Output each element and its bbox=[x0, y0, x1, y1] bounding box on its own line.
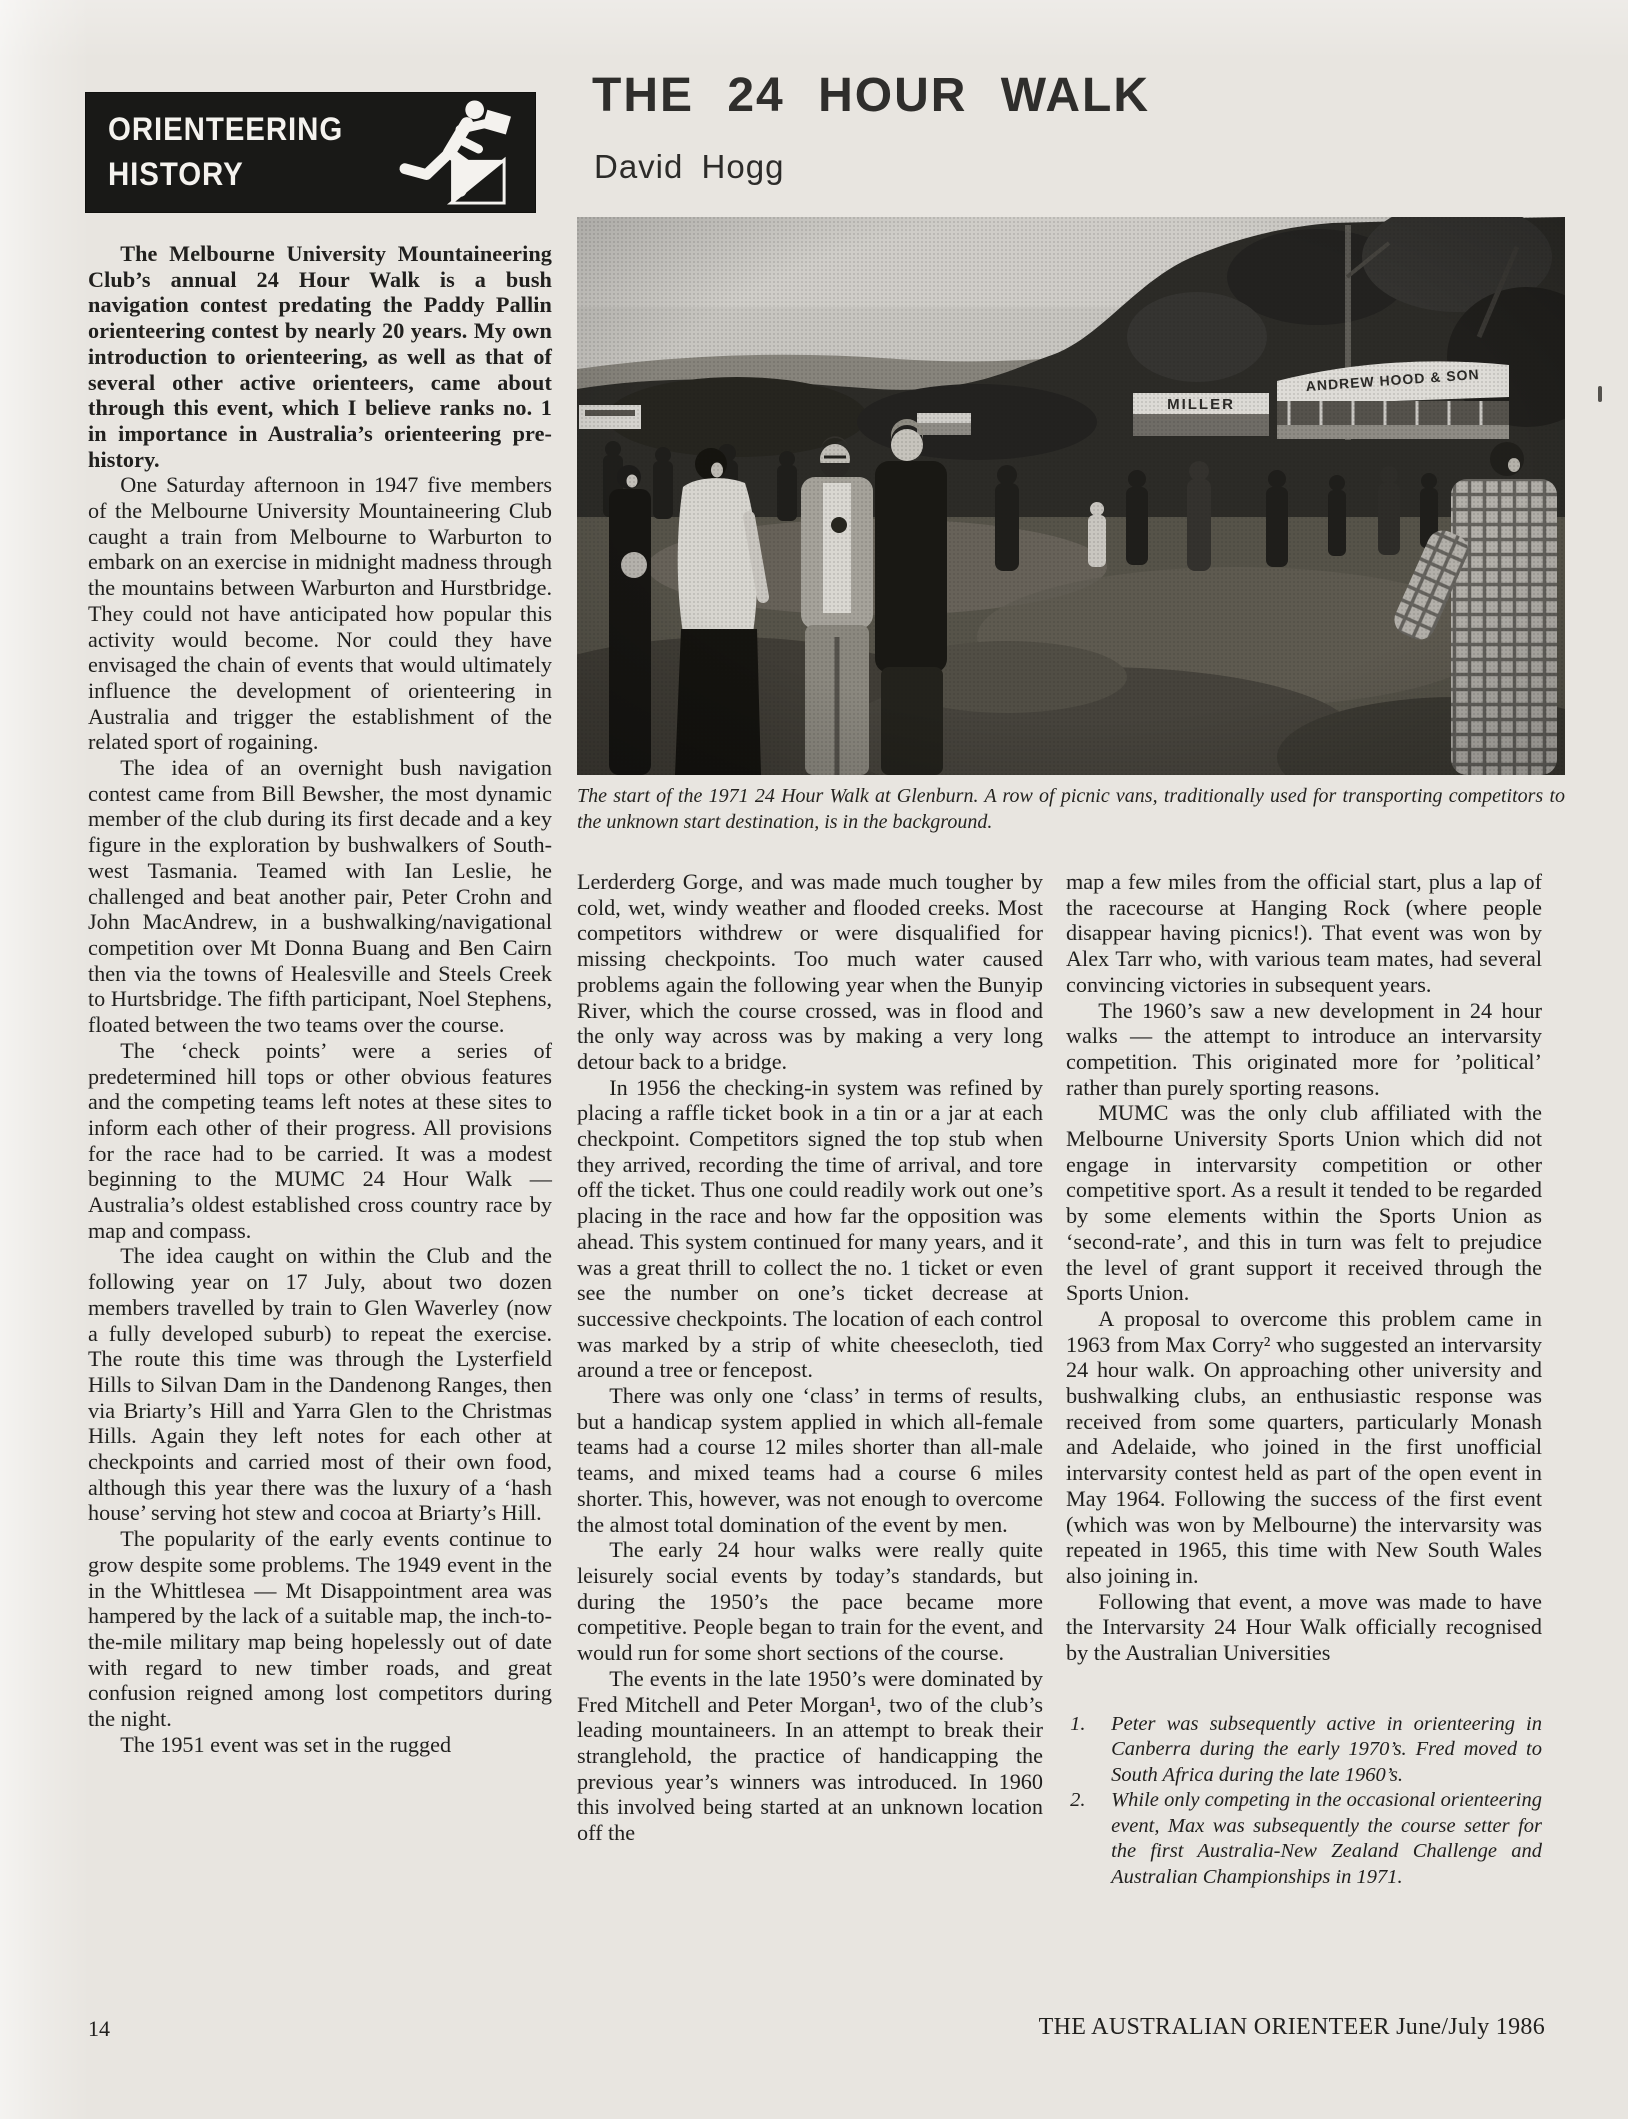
event-photo bbox=[577, 217, 1565, 775]
scan-artifact bbox=[1598, 386, 1602, 402]
paragraph: A proposal to overcome this problem came in 1963 from Max Corry² who suggested an intervarsity 24 hour walk. On approaching other university and bushwalking clubs, an enthusiastic response was received from some quarters, particularly Monash and Adelaide, who joined in the first unofficial intervarsity contest held as part of the open event in May 1964. Following the success of the first event (which was won by Melbourne) the intervarsity was repeated in 1965, this time with New South Wales also joining in. bbox=[1066, 1305, 1542, 1588]
page-number: 14 bbox=[88, 2016, 110, 2041]
paragraph: The 1951 event was set in the rugged bbox=[120, 1731, 452, 1757]
paragraph: MUMC was the only club affiliated with the Melbourne University Sports Union which did not engage in intervarsity competition or other competitive sport. As a result it tended to be regarded by some elements within the Sports Union as ‘second-rate’, and this in turn was felt to prejudice the level of grant support it received through the Sports Union. bbox=[1066, 1100, 1542, 1306]
paragraph: The ‘check points’ were a series of predetermined hill tops or other obvious features and the competing teams left notes at these sites to inform each other of their progress. All provisions for the race had to be carried. It was a modest beginning to the MUMC 24 Hour Walk — Australia’s oldest established cross country race by map and compass. bbox=[88, 1037, 552, 1243]
column-2-paragraphs bbox=[577, 869, 1043, 1846]
footnote-text: Peter was subsequently active in orienteering in Canberra during the early 1970’s. Fred moved to South Africa during the late 1960’s. bbox=[1111, 1712, 1542, 1786]
paragraph: Lerderderg Gorge, and was made much tougher by cold, wet, windy weather and flooded creeks. Most competitors withdrew or were disqualified for missing checkpoints. Too much water caused problems again the following year when the Bunyip River, which the course crossed, was in flood and the only way across was by making a very long detour back to a bridge. bbox=[577, 869, 1043, 1074]
badge-title bbox=[108, 107, 343, 197]
footnote-number: 2. bbox=[1070, 1789, 1086, 1812]
paragraph: The events in the late 1950’s were dominated by Fred Mitchell and Peter Morgan¹, two of the club’s leading mountaineers. In an attempt to break their stranglehold, the practice of handicapping the previous year’s winners was introduced. In 1960 this involved being started at an unknown location off the bbox=[577, 1665, 1043, 1846]
footnote bbox=[1066, 1788, 1542, 1890]
column-1-paragraphs bbox=[88, 472, 552, 1757]
column-3 bbox=[1066, 869, 1542, 1890]
paragraph: The early 24 hour walks were really quite leisurely social events by today’s standards, but during the 1950’s the pace became more competitive. People began to train for the event, and would run for some short sections of the course. bbox=[577, 1537, 1043, 1666]
intro-paragraph: The Melbourne University Mountaineering Club’s annual 24 Hour Walk is a bush navigation contest predating the Paddy Pallin orienteering contest by nearly 20 years. My own introduction to orienteering, as well as that of several other active orienteers, came about through this event, which I believe ranks no. 1 in importance in Australia’s orienteering pre-history. bbox=[88, 241, 552, 472]
footnote-number: 1. bbox=[1070, 1712, 1086, 1735]
article-title: THE 24 HOUR WALK bbox=[592, 69, 1151, 122]
paragraph: The idea caught on within the Club and the following year on 17 July, about two dozen members travelled by train to Glen Waverley (now a fully developed suburb) to repeat the exercise. The route this time was through the Lysterfield Hills to Silvan Dam in the Dandenong Ranges, then via Briarty’s Hill and Yarra Glen to the Christmas Hills. Again they left notes for each other at checkpoints and carried most of their own food, although this year there was the luxury of a ‘hash house’ serving hot stew and cocoa at Briarty’s Hill. bbox=[88, 1243, 552, 1526]
column-3-paragraphs bbox=[1066, 869, 1542, 1666]
paragraph: In 1956 the checking-in system was refined by placing a raffle ticket book in a tin or a jar at each checkpoint. Competitors signed the top stub when they arrived, recording the time of arrival, and tore off the ticket. Thus one could readily work out one’s placing in the race and how far the opposition was ahead. This system continued for many years, and it was a great thrill to collect the no. 1 ticket or even see the number on one’s ticket decrease at successive checkpoints. The location of each control was marked by a strip of white cheesecloth, tied around a tree or fencepost. bbox=[577, 1074, 1043, 1383]
footnotes bbox=[1066, 1712, 1542, 1891]
footnote bbox=[1066, 1712, 1542, 1789]
paragraph: The 1960’s saw a new development in 24 hour walks — the attempt to introduce an intervarsity competition. This originated more for ’political’ rather than purely sporting reasons. bbox=[1066, 997, 1542, 1100]
column-2 bbox=[577, 869, 1043, 1846]
paragraph: One Saturday afternoon in 1947 five members of the Melbourne University Mountaineering Club caught a train from Melbourne to Warburton to embark on an exercise in midnight madness through the mountains between Warburton and Hurstbridge. They could not have anticipated how popular this activity would become. Nor could they have envisaged the chain of events that would ultimately influence the development of orienteering in Australia and trigger the establishment of the related sport of rogaining. bbox=[88, 472, 552, 755]
paragraph: map a few miles from the official start, plus a lap of the racecourse at Hanging Rock (where people disappear having picnics!). That event was won by Alex Tarr who, with various team mates, had several convincing victories in subsequent years. bbox=[1066, 869, 1542, 997]
badge-line2: HISTORY bbox=[108, 156, 244, 192]
paragraph: Following that event, a move was made to have the Intervarsity 24 Hour Walk officially recognised by the Australian Universities bbox=[1066, 1588, 1542, 1666]
paragraph: There was only one ‘class’ in terms of results, but a handicap system applied in which all-female teams had a course 12 miles shorter than all-male teams, and mixed teams had a course 6 miles shorter. This, however, was not enough to overcome the almost total domination of the event by men. bbox=[577, 1383, 1043, 1537]
column-1 bbox=[88, 241, 552, 1757]
paragraph: The idea of an overnight bush navigation contest came from Bill Bewsher, the most dynamic member of the club during its first decade and a key figure in the exploration by bushwalkers of South-west Tasmania. Teamed with Ian Leslie, he challenged and beat another pair, Peter Crohn and John MacAndrew, in a bushwalking/navigational competition over Mt Donna Buang and Ben Cairn then via the towns of Healesville and Steels Creek to Hurtsbridge. The fifth participant, Noel Stephens, floated between the two teams over the course. bbox=[88, 755, 552, 1038]
orienteering-history-badge bbox=[86, 93, 535, 212]
running-orienteer-icon bbox=[385, 97, 527, 212]
event-photo-scene bbox=[577, 217, 1565, 775]
badge-line1: ORIENTEERING bbox=[108, 111, 344, 147]
article-byline: David Hogg bbox=[594, 148, 785, 185]
paragraph: The popularity of the early events continue to grow despite some problems. The 1949 event in the in the Whittlesea — Mt Disappointment area was hampered by the lack of a suitable map, the inch-to-the-mile military map being hopelessly out of date with regard to new timber roads, and great confusion reigned among lost competitors during the night. bbox=[88, 1526, 552, 1732]
journal-footer: THE AUSTRALIAN ORIENTEER June/July 1986 bbox=[1038, 2014, 1545, 2040]
photo-caption: The start of the 1971 24 Hour Walk at Glenburn. A row of picnic vans, traditionally used for transporting competitors to the unknown start destination, is in the background. bbox=[577, 785, 1565, 833]
footnote-text: While only competing in the occasional orienteering event, Max was subsequently the course setter for the first Australia-New Zealand Challenge and Australian Championships in 1971. bbox=[1111, 1789, 1542, 1888]
